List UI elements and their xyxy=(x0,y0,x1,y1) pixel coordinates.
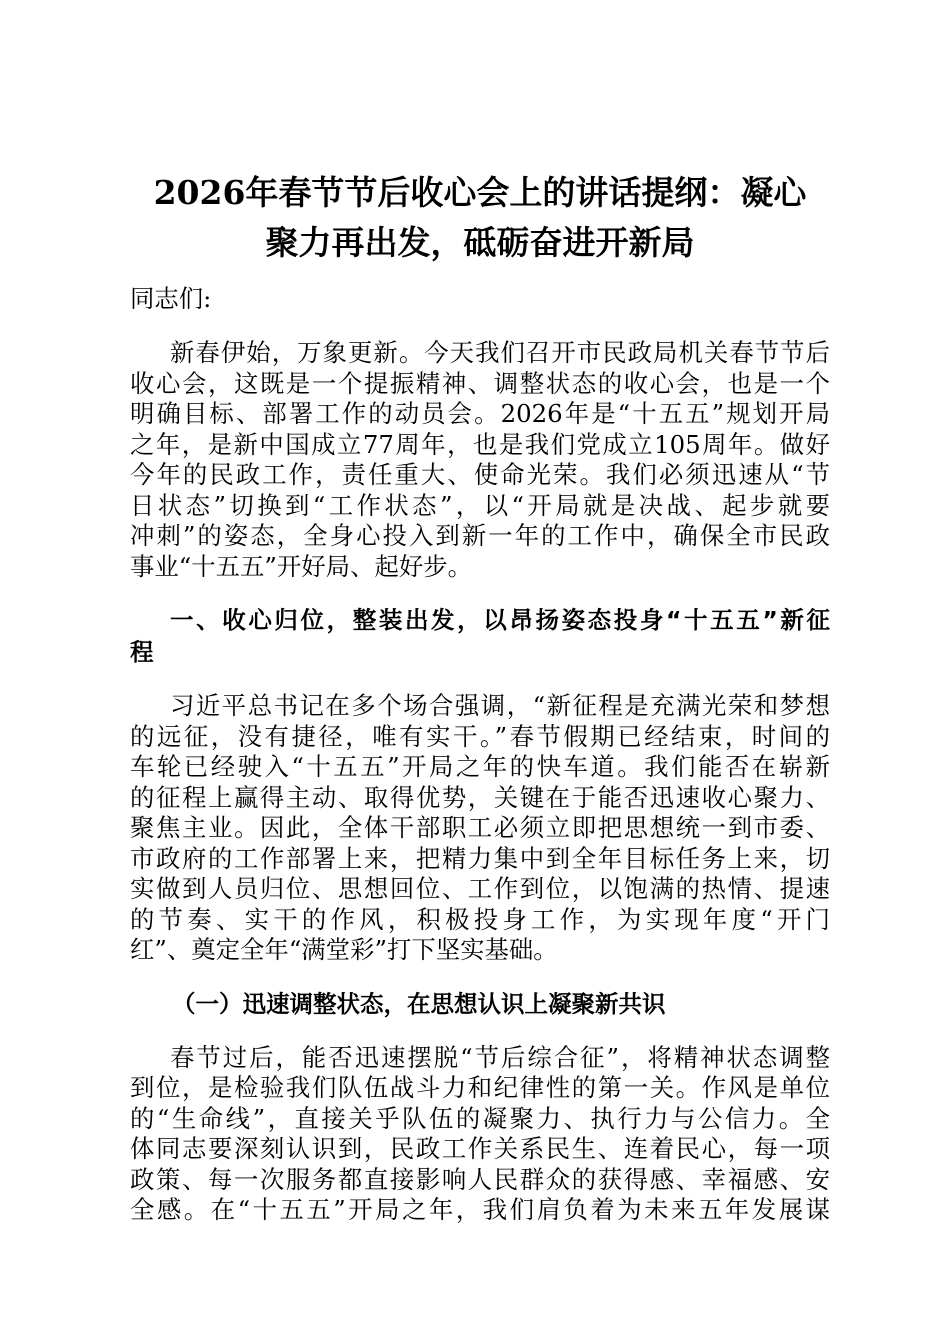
paragraph-line: 日状态”切换到“工作状态”，以“开局就是决战、起步就要 xyxy=(130,490,830,520)
paragraph-line: 聚焦主业。因此，全体干部职工必须立即把思想统一到市委、 xyxy=(130,813,830,842)
section-1-paragraph xyxy=(130,691,830,966)
document-page xyxy=(130,168,830,1226)
heading-line: 一、收心归位，整装出发，以昂扬姿态投身“十五五”新征 xyxy=(170,606,830,634)
paragraph-line: 新春伊始，万象更新。今天我们召开市民政局机关春节节后 xyxy=(170,338,830,367)
salutation: 同志们: xyxy=(130,284,212,313)
paragraph-line: 红”、奠定全年“满堂彩”打下坚实基础。 xyxy=(130,935,558,964)
paragraph-line: 的征程上赢得主动、取得优势，关键在于能否迅速收心聚力、 xyxy=(130,782,830,812)
subsection-1-paragraph xyxy=(130,1043,830,1226)
paragraph-line: 车轮已经驶入“十五五”开局之年的快车道。我们能否在崭新 xyxy=(130,752,830,781)
intro-paragraph xyxy=(130,338,830,582)
subsection-heading-1: （一）迅速调整状态，在思想认识上凝聚新共识 xyxy=(172,989,666,1018)
section-heading-1 xyxy=(130,604,830,668)
document-title xyxy=(130,168,830,268)
paragraph-line: 全感。在“十五五”开局之年，我们肩负着为未来五年发展谋 xyxy=(130,1195,830,1224)
paragraph-line: 政策、每一次服务都直接影响人民群众的获得感、幸福感、安 xyxy=(130,1164,830,1194)
heading-line: 程 xyxy=(130,638,154,666)
paragraph-line: 收心会，这既是一个提振精神、调整状态的收心会，也是一个 xyxy=(130,368,830,398)
title-line: 2026年春节节后收心会上的讲话提纲：凝心 xyxy=(153,173,807,212)
paragraph-line: 明确目标、部署工作的动员会。2026年是“十五五”规划开局 xyxy=(130,399,830,428)
paragraph-line: 实做到人员归位、思想回位、工作到位，以饱满的热情、提速 xyxy=(130,874,830,903)
paragraph-line: 的节奏、实干的作风，积极投身工作，为实现年度“开门 xyxy=(130,904,830,934)
paragraph-line: 事业“十五五”开好局、起好步。 xyxy=(130,551,473,581)
paragraph-line: 今年的民政工作，责任重大、使命光荣。我们必须迅速从“节 xyxy=(130,460,830,489)
title-line: 聚力再出发，砥砺奋进开新局 xyxy=(265,223,695,262)
paragraph-line: 冲刺”的姿态，全身心投入到新一年的工作中，确保全市民政 xyxy=(130,521,830,550)
paragraph-line: 的“生命线”，直接关乎队伍的凝聚力、执行力与公信力。全 xyxy=(130,1103,830,1133)
paragraph-line: 的远征，没有捷径，唯有实干。”春节假期已经结束，时间的 xyxy=(130,721,830,751)
paragraph-line: 体同志要深刻认识到，民政工作关系民生、连着民心，每一项 xyxy=(130,1134,830,1163)
paragraph-line: 习近平总书记在多个场合强调，“新征程是充满光荣和梦想 xyxy=(170,691,830,720)
paragraph-line: 到位，是检验我们队伍战斗力和纪律性的第一关。作风是单位 xyxy=(130,1073,830,1102)
paragraph-line: 之年，是新中国成立77周年，也是我们党成立105周年。做好 xyxy=(130,429,830,459)
paragraph-line: 市政府的工作部署上来，把精力集中到全年目标任务上来，切 xyxy=(130,843,830,873)
paragraph-line: 春节过后，能否迅速摆脱“节后综合征”，将精神状态调整 xyxy=(170,1042,830,1072)
